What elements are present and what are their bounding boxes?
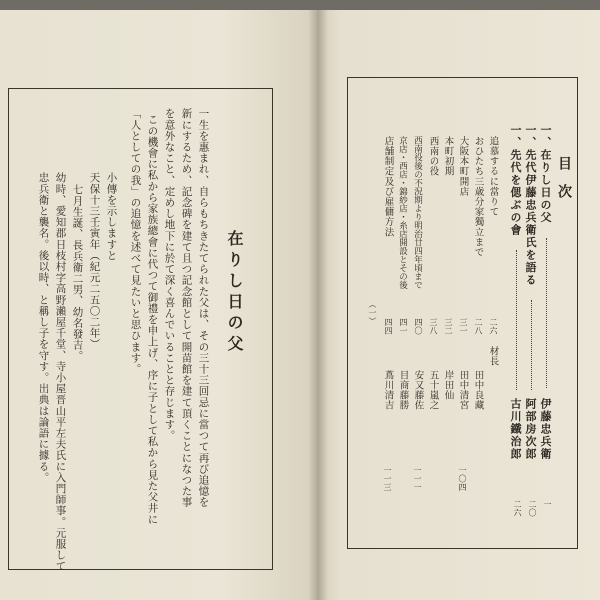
toc-sub-title: 京店・西店・錦紗店・糸店開設とその後: [397, 136, 408, 289]
toc-heading: 目 次: [556, 156, 572, 198]
toc-sub-author: 材長: [487, 346, 499, 367]
toc-page-number: 三二: [444, 318, 453, 335]
bio-line: 天保十三壬寅年（紀元二五〇二年）: [88, 172, 101, 350]
toc-sub-author: 田中清宮: [457, 370, 469, 411]
toc-page-number: 二八: [474, 318, 483, 335]
toc-leader: [531, 300, 532, 390]
toc-leader: [546, 238, 547, 388]
toc-page-number: 四〇: [414, 318, 423, 335]
toc-sub-author: 田中良藏: [472, 370, 484, 411]
toc-main-author: 古川鐵治郎: [509, 398, 522, 461]
toc-sub-author: 蔦川清吉: [382, 370, 394, 411]
paragraph-line: 一生を惠まれ、自らもちきたてられた父は、その三十三回忌に當つて再び追憶を: [197, 108, 210, 508]
toc-page-number: 一: [543, 500, 552, 509]
sub-heading: 小傳を示しますと: [105, 172, 118, 261]
toc-page-number: 四一: [399, 318, 408, 335]
toc-page-number: 一一一: [413, 466, 422, 492]
toc-main-title: 一、先代を偲ぶの會: [509, 124, 522, 237]
toc-sub-title: 西南の役: [427, 136, 439, 177]
bio-line: 幼時、愛知郡日枝村字高野瀨屋千堂、寺小屋晋山平左夫氏に入門師事。元服して: [54, 172, 67, 572]
paragraph-line: を意外なこと、定めし地下に於て深く喜んでいることと存じます。: [163, 108, 176, 441]
toc-main-author: 阿部房次郎: [524, 398, 537, 461]
toc-sub-title: 追慕するに當りて: [487, 136, 499, 217]
toc-sub-title: 大阪本町開店: [457, 136, 469, 197]
paragraph-line: 「人としての我」の追憶を述べて見たいと思ひます。: [129, 108, 142, 375]
toc-sub-title: 店舗制定及び雇傭方法: [382, 136, 394, 237]
toc-sub-author: 岸田仙: [442, 370, 454, 401]
paragraph-line: この機會に私から家族總會に代つて御禮を申上げ、序に子として私から見た父井に: [146, 114, 159, 525]
paragraph-line: 新にするため、記念碑を建て且つ記念館として開苗館を建て頂くことになつた事: [180, 108, 193, 508]
toc-leader: [516, 250, 517, 390]
toc-page-number: 二六: [489, 318, 498, 335]
toc-sub-author: 安又藤佐: [412, 370, 424, 411]
toc-sub-author: 五十嵐之: [427, 370, 439, 411]
toc-main-title: 一、在りし日の父: [539, 124, 552, 224]
toc-page-number: 二六: [513, 500, 522, 517]
toc-page-number: 三一: [459, 318, 468, 335]
toc-page-number: 三八: [429, 318, 438, 335]
left-page-title: 在りし日の父: [225, 230, 244, 356]
bio-line: 忠兵衛と襲名。後以時、と稱し子を守す。出典は論語に據る。: [37, 172, 50, 483]
bio-line: 七月生誕、長兵衛二男、幼名發吉。: [71, 184, 84, 362]
toc-main-author: 伊藤忠兵衛: [539, 398, 552, 461]
book-gutter: [308, 10, 328, 600]
toc-main-title: 一、先代伊藤忠兵衛氏を語る: [524, 124, 537, 287]
page-folio: （一）: [368, 300, 377, 326]
toc-sub-title: 西南役後の不況期より明治廿四年頃まで: [412, 136, 423, 289]
toc-sub-title: おひたち三歳分家獨立まで: [472, 136, 484, 258]
toc-page-number: 二〇: [528, 500, 537, 517]
toc-page-number: 一一三: [383, 466, 392, 492]
toc-page-number: 四四: [384, 318, 393, 335]
toc-sub-author: 目商藤勝: [397, 370, 409, 411]
toc-sub-title: 本町初期: [442, 136, 454, 177]
toc-page-number: 一〇四: [458, 466, 467, 492]
